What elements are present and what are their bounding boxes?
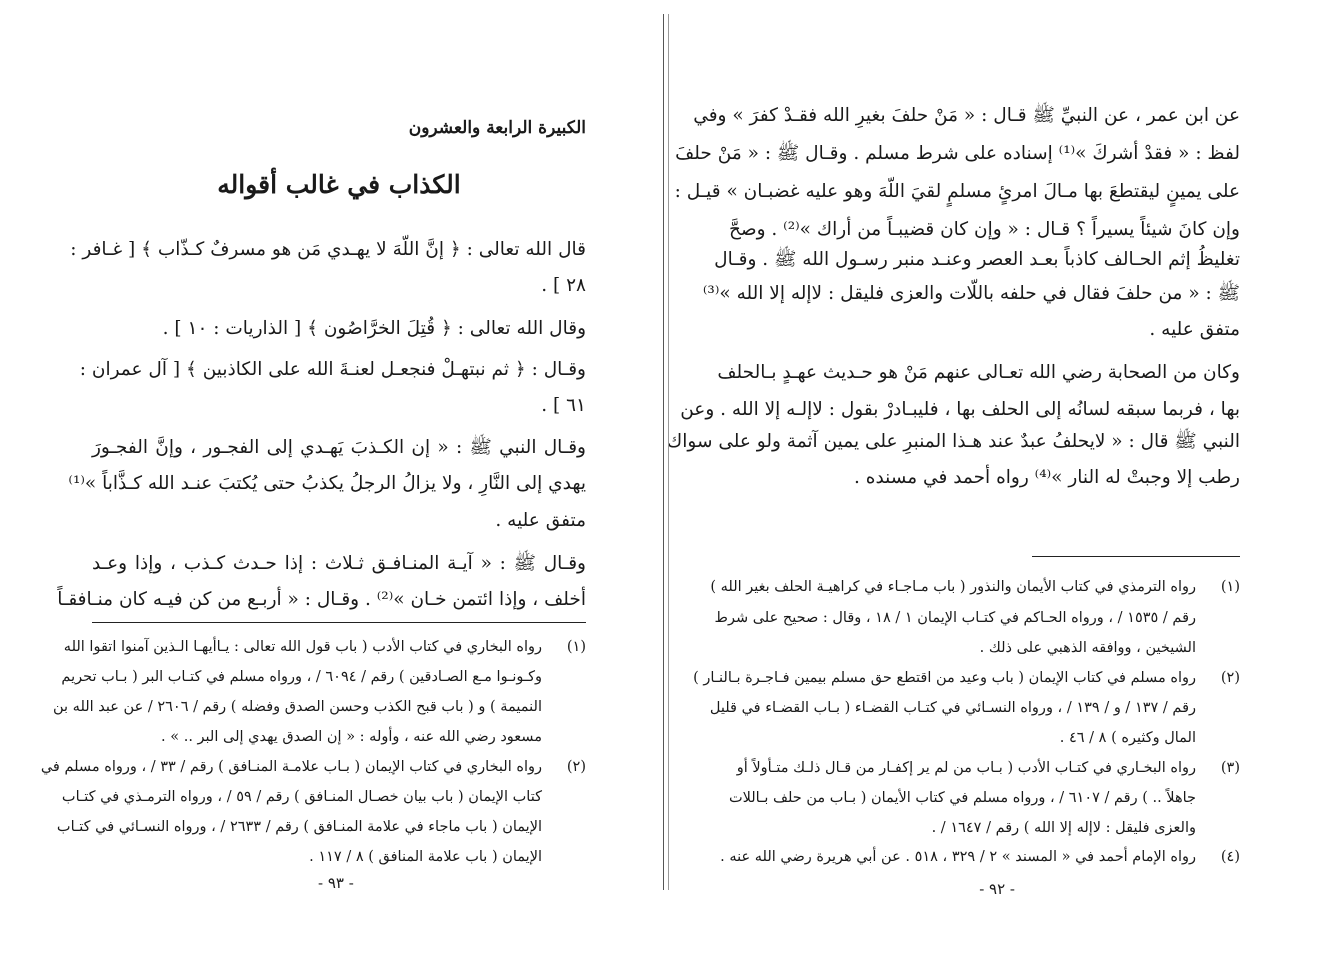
footnote-separator bbox=[1032, 556, 1240, 557]
footnote-line bbox=[52, 692, 586, 722]
footnote-text: جاهلاً .. ) رقم / ٦١٠٧ / ، ورواه مسلم في كتاب الأيمان ( بـاب من حلف بـاللات bbox=[728, 790, 1196, 806]
footnote-text: النميمة ) و ( باب قبح الكذب وحسن الصدق وفضله ) رقم / ٢٦٠٦ / عن عبد الله بن bbox=[52, 699, 542, 715]
footnote-text: الإيمان ( باب ماجاء في علامة المنـافق ) رقم / ٢٦٣٣ / ، ورواه النسـائي في كتـاب bbox=[56, 819, 542, 835]
footnote-separator bbox=[92, 622, 586, 623]
body-line: لفظ : « فقدْ أشركَ »⁽¹⁾ إسناده على شرط مسلم . وقـال ﷺ : « مَنْ حلفَ bbox=[675, 143, 1240, 164]
chapter-heading: الكبيرة الرابعة والعشرون bbox=[408, 118, 586, 138]
footnote-line bbox=[714, 603, 1240, 633]
footnote-text: رواه البخـاري في كتـاب الأدب ( بـاب من لم ير إكفـار من قـال ذلـك متـأولاً أو bbox=[736, 760, 1196, 776]
footnote-line bbox=[744, 813, 1240, 843]
footnote-line bbox=[61, 782, 586, 812]
body-line: أخلف ، وإذا ائتمن خـان »⁽²⁾ . وقـال : « أربـع من كن فيـه كان منـافقـاً bbox=[57, 589, 586, 610]
footnote-line bbox=[693, 663, 1240, 693]
body-line: متفق عليه . bbox=[495, 510, 586, 531]
body-line: ﷺ : « من حلفَ فقال في حلفه باللّات والعزى فليقل : لاإله إلا الله »⁽³⁾ bbox=[702, 283, 1240, 304]
footnote-text: رقم / ١٣٧ / و / ١٣٩ / ، ورواه النسـائي في كتـاب القضـاء ( بـاب القضـاء في قليل bbox=[709, 700, 1196, 716]
footnote-number: (١) bbox=[1220, 579, 1240, 595]
footnote-number: (٤) bbox=[1220, 849, 1240, 865]
footnote-line bbox=[92, 722, 586, 752]
footnote-line bbox=[709, 693, 1240, 723]
footnote-line bbox=[61, 662, 586, 692]
footnote-line bbox=[40, 752, 586, 782]
footnote-text: رواه البخاري في كتاب الأدب ( باب قول الله تعالى : يـاأيهـا الـذين آمنوا اتقوا الله bbox=[63, 639, 542, 655]
footnote-text: رواه الإمام أحمد في « المسند » ٢ / ٣٢٩ ، ٥١٨ . عن أبي هريرة رضي الله عنه . bbox=[720, 849, 1196, 865]
body-line: بها ، فربما سبقه لسانُه إلى الحلف بها ، فليبـادرْ بقول : لاإلـه إلا الله . وعن bbox=[680, 399, 1240, 420]
footnote-line bbox=[92, 842, 586, 872]
body-line: تغليظُ إثم الحـالف كاذباً بعـد العصر وعنـد منبر رسـول الله ﷺ . وقـال bbox=[714, 249, 1240, 270]
footnote-line bbox=[736, 753, 1240, 783]
body-line: وقـال : ﴿ ثم نبتهـلْ فنجعـل لعنـةَ الله على الكاذبين ﴾ [ آل عمران : bbox=[79, 359, 586, 380]
footnote-line bbox=[720, 842, 1240, 872]
body-line: وإن كانَ شيئاً يسيراً ؟ قـال : « وإن كان قضيبـاً من أراك »⁽²⁾ . وصحَّ bbox=[728, 219, 1240, 240]
left-page bbox=[40, 0, 586, 960]
footnote-number: (٢) bbox=[1220, 670, 1240, 686]
right-page bbox=[667, 0, 1240, 960]
page-number: - ٩٣ - bbox=[318, 874, 354, 892]
footnote-text: الإيمان ( باب علامة المنافق ) ٨ / ١١٧ . bbox=[309, 849, 542, 865]
footnote-number: (١) bbox=[566, 639, 586, 655]
footnote-text: رقم / ١٥٣٥ / ، ورواه الحـاكم في كتـاب الإيمان ١ / ١٨ ، وقال : صحيح على شرط bbox=[714, 610, 1196, 626]
footnote-line bbox=[710, 572, 1240, 602]
footnote-line bbox=[744, 633, 1240, 663]
footnote-text: الشيخين ، ووافقه الذهبي على ذلك . bbox=[979, 640, 1196, 656]
footnote-text: مسعود رضي الله عنه ، وأوله : « إن الصدق يهدي إلى البر .. » . bbox=[161, 729, 542, 745]
body-line: يهدي إلى النَّارِ ، ولا يزالُ الرجلُ يكذبُ حتى يُكتبَ عنـد الله كـذَّاباً »⁽¹⁾ bbox=[68, 473, 586, 494]
footnote-line bbox=[728, 783, 1240, 813]
body-line: وقال الله تعالى : ﴿ قُتِلَ الخرَّاصُون ﴾ [ الذاريات : ١٠ ] . bbox=[162, 318, 586, 339]
footnote-text: وكـونـوا مـع الصـادقين ) رقم / ٦٠٩٤ / ، ورواه مسلم في كتـاب البر ( بـاب تحريم bbox=[61, 669, 542, 685]
body-line: وقـال النبي ﷺ : « إن الكـذبَ يَهـدي إلى الفجـور ، وإنَّ الفجـورَ bbox=[92, 437, 586, 458]
footnote-text: رواه الترمذي في كتاب الأيمان والنذور ( باب مـاجـاء في كراهيـة الحلف بغير الله ) bbox=[710, 579, 1196, 595]
body-line: قال الله تعالى : ﴿ إنَّ اللّهَ لا يهـدي مَن هو مسرفٌ كـذّاب ﴾ [ غـافر : bbox=[70, 239, 586, 260]
body-line: على يمينٍ ليقتطعَ بها مـالَ امرئٍ مسلمٍ لقيَ اللّهَ وهو عليه غضبـان » قيـل : bbox=[674, 181, 1240, 202]
footnote-line bbox=[744, 723, 1240, 753]
footnote-text: كتاب الإيمان ( باب بيان خصـال المنـافق ) رقم / ٥٩ / ، ورواه الترمـذي في كتـاب bbox=[61, 789, 542, 805]
body-line: النبي ﷺ قال : « لايحلفُ عبدٌ عند هـذا المنبرِ على يمين آثمة ولو على سواك bbox=[667, 431, 1240, 452]
footnote-number: (٣) bbox=[1220, 760, 1240, 776]
footnote-text: المال وكثيره ) ٨ / ٤٦ . bbox=[1059, 730, 1196, 746]
footnote-line bbox=[56, 812, 586, 842]
body-line: عن ابن عمر ، عن النبيِّ ﷺ قـال : « مَنْ حلفَ بغيرِ الله فقـدْ كفرَ » وفي bbox=[693, 105, 1240, 126]
body-line: وكان من الصحابة رضي الله تعـالى عنهم مَنْ هو حـديث عهـدٍ بـالحلف bbox=[717, 362, 1240, 383]
body-line: رطب إلا وجبتْ له النار »⁽⁴⁾ رواه أحمد في مسنده . bbox=[854, 467, 1240, 488]
footnote-text: رواه مسلم في كتاب الإيمان ( باب وعيد من اقتطع حق مسلم بيمين فـاجـرة بـالنـار ) bbox=[693, 670, 1196, 686]
body-line: ٢٨ ] . bbox=[541, 275, 586, 296]
body-line: متفق عليه . bbox=[1149, 319, 1240, 340]
footnote-text: رواه البخاري في كتاب الإيمان ( بـاب علامـة المنـافق ) رقم / ٣٣ / ، ورواه مسلم في bbox=[40, 759, 542, 775]
footnote-text: والعزى فليقل : لاإله إلا الله ) رقم / ١٦٤٧ / . bbox=[931, 820, 1196, 836]
page-title: الكذاب في غالب أقواله bbox=[217, 170, 461, 199]
body-line: ٦١ ] . bbox=[541, 395, 586, 416]
book-gutter bbox=[663, 14, 669, 890]
footnote-number: (٢) bbox=[566, 759, 586, 775]
body-line: وقـال ﷺ : « آيـة المنـافـق ثـلاث : إذا حـدث كـذب ، وإذا وعـد bbox=[92, 553, 586, 574]
footnote-line bbox=[63, 632, 586, 662]
page-number: - ٩٢ - bbox=[979, 880, 1015, 898]
